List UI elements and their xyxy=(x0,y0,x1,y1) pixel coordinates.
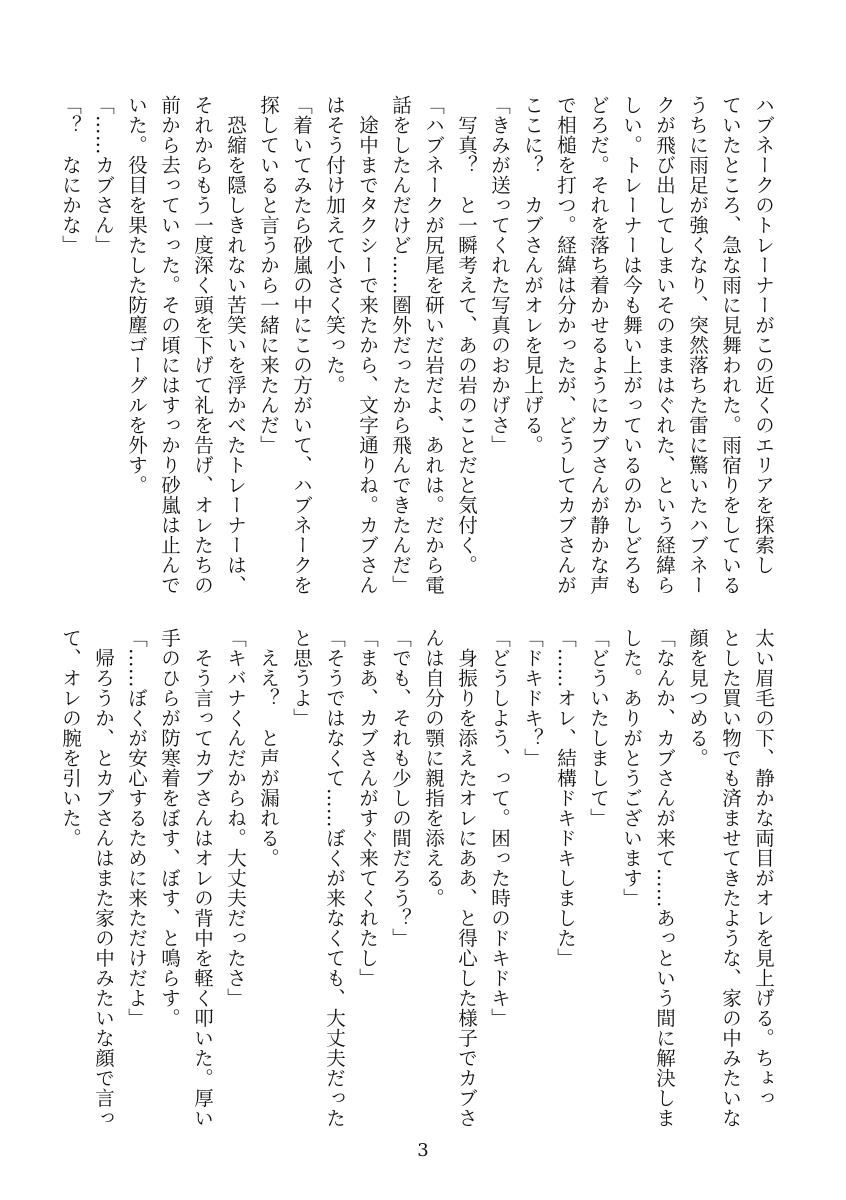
text-line: はそう付け加えて小さく笑った。 xyxy=(323,95,346,395)
text-line: 「ドキドキ？」 xyxy=(521,628,544,768)
text-line: 「どういたしまして」 xyxy=(587,628,610,828)
text-line: 「……ぼくが安心するために来ただけだよ」 xyxy=(125,628,148,1028)
text-line: どろだ。それを落ち着かせるようにカブさんが静かな声 xyxy=(587,95,610,595)
text-line: ここに？ カブさんがオレを見上げる。 xyxy=(521,95,544,455)
text-line: で相槌を打つ。経緯は分かったが、どうしてカブさんが xyxy=(554,95,577,595)
text-line: 「着いてみたら砂嵐の中にこの方がいて、ハブネークを xyxy=(290,95,313,595)
text-line: 「なんか、カブさんが来て……あっという間に解決しま xyxy=(653,628,676,1128)
text-line: 途中までタクシーで来たから、文字通りね。カブさん xyxy=(356,95,379,595)
text-line: 「どうしよう、って。困った時のドキドキ」 xyxy=(488,628,511,1028)
text-line: 探していると言うから一緒に来たんだ」 xyxy=(257,95,280,455)
text-line: 「まあ、カブさんがすぐ来てくれたし」 xyxy=(356,628,379,988)
text-line: 顔を見つめる。 xyxy=(686,628,709,768)
text-line: 「でも、それも少しの間だろう？」 xyxy=(389,628,412,948)
text-line: 太い眉毛の下、静かな両目がオレを見上げる。ちょっ xyxy=(752,628,775,1108)
text-line: いた。役目を果たした防塵ゴーグルを外す。 xyxy=(125,95,148,495)
text-block-bottom xyxy=(20,628,780,1126)
text-line: 話をしたんだけど……圏外だったから飛んできたんだ」 xyxy=(389,95,412,595)
text-line: それからもう一度深く頭を下げて礼を告げ、オレたちの xyxy=(191,95,214,595)
text-line: した。ありがとうございます」 xyxy=(620,628,643,908)
text-line: そう言ってカブさんはオレの背中を軽く叩いた。厚い xyxy=(191,628,214,1128)
text-line: と思うよ」 xyxy=(290,628,313,728)
text-line: 身振りを添えたオレにああ、と得心した様子でカブさ xyxy=(455,628,478,1128)
text-line: ていたところ、急な雨に見舞われた。雨宿りをしている xyxy=(719,95,742,595)
text-line: 「ハブネークが尻尾を研いだ岩だよ、あれは。だから電 xyxy=(422,95,445,595)
text-line: しい。トレーナーは今も舞い上がっているのかしどろも xyxy=(620,95,643,595)
text-line: 「……オレ、結構ドキドキしました」 xyxy=(554,628,577,968)
text-line: とした買い物でも済ませてきたような、家の中みたいな xyxy=(719,628,742,1128)
text-line: 「そうではなくて……ぼくが来なくても、大丈夫だった xyxy=(323,628,346,1128)
text-line: て、オレの腕を引いた。 xyxy=(59,628,82,848)
text-line: 前から去っていった。その頃にはすっかり砂嵐は止んで xyxy=(158,95,181,595)
text-block-top xyxy=(59,95,780,595)
text-line: クが飛び出してしまいそのままはぐれた、という経緯ら xyxy=(653,95,676,595)
text-line: 「きみが送ってくれた写真のおかげさ」 xyxy=(488,95,511,455)
text-line: 帰ろうか、とカブさんはまた家の中みたいな顔で言っ xyxy=(92,628,115,1128)
text-line: ハブネークのトレーナーがこの近くのエリアを探索し xyxy=(752,95,775,575)
page-number: 3 xyxy=(417,1140,429,1161)
text-line: 「キバナくんだからね。大丈夫だったさ」 xyxy=(224,628,247,1008)
text-line: 写真？ と一瞬考えて、あの岩のことだと気付く。 xyxy=(455,95,478,575)
text-line: ええ？ と声が漏れる。 xyxy=(257,628,280,868)
text-line: うちに雨足が強くなり、突然落ちた雷に驚いたハブネー xyxy=(686,95,709,595)
text-line: んは自分の顎に親指を添える。 xyxy=(422,628,445,908)
text-line: 恐縮を隠しきれない苦笑いを浮かべたトレーナーは、 xyxy=(224,95,247,595)
text-line: 「……カブさん」 xyxy=(92,95,115,255)
text-line: 手のひらが防寒着をぼす、ぼす、と鳴らす。 xyxy=(158,628,181,1028)
text-line: 「？ なにかな」 xyxy=(59,95,82,255)
